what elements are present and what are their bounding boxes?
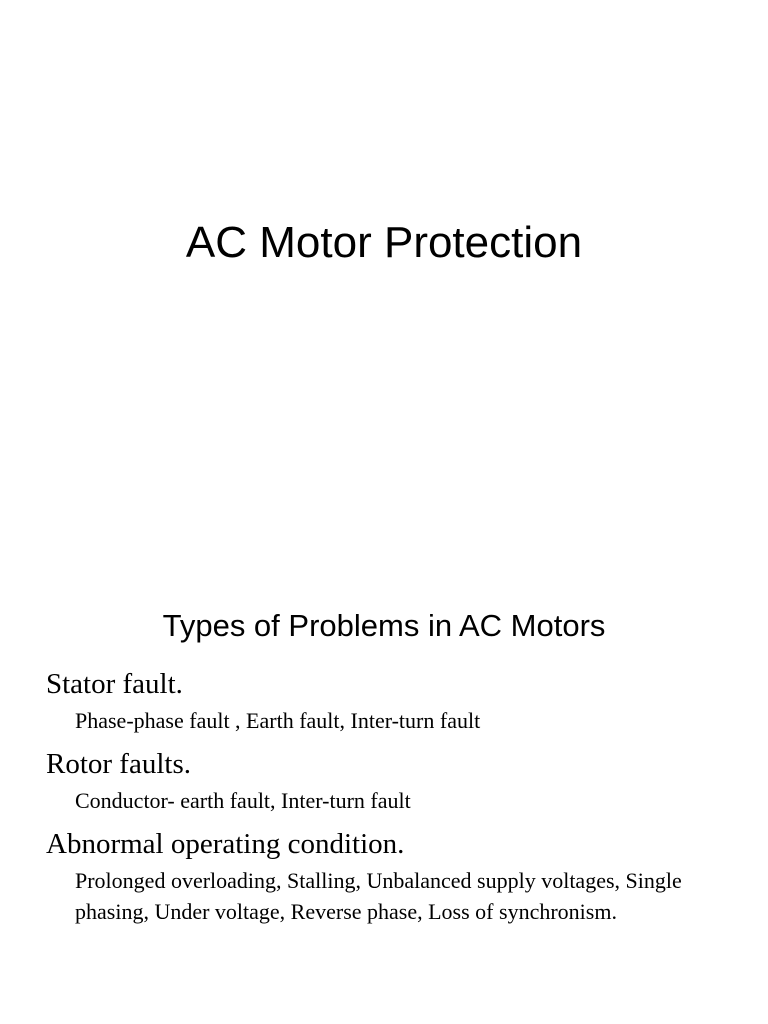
bullet-item-rotor <box>46 744 736 816</box>
bullet-heading: Stator fault. <box>46 668 183 700</box>
slide-title: AC Motor Protection <box>185 218 583 267</box>
bullet-detail: Conductor- earth fault, Inter-turn fault <box>75 788 411 813</box>
bullet-detail: Prolonged overloading, Stalling, Unbalanced supply voltages, Single phasing, Under voltage, Reverse phase, Loss of synchronism. <box>75 868 682 924</box>
slide-title: Types of Problems in AC Motors <box>162 608 606 643</box>
bullet-heading: Abnormal operating condition. <box>46 828 405 860</box>
bullet-detail: Phase-phase fault , Earth fault, Inter-turn fault <box>75 708 481 733</box>
bullet-item-stator <box>46 664 736 736</box>
content-slide <box>0 560 768 1024</box>
bullet-list <box>46 664 736 935</box>
bullet-item-abnormal <box>46 824 736 927</box>
bullet-heading: Rotor faults. <box>46 748 191 780</box>
